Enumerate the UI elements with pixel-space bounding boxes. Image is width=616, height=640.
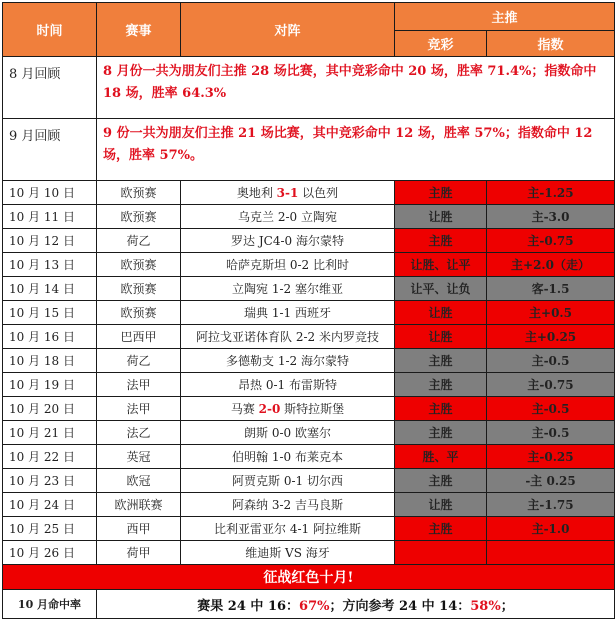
away-team: 切尔西 (303, 474, 343, 488)
away-team: 立陶宛 (297, 210, 337, 224)
jingcai-pick: 主胜 (395, 181, 487, 205)
match-date: 10 月 15 日 (3, 301, 97, 325)
match-date: 10 月 16 日 (3, 325, 97, 349)
match-date: 10 月 14 日 (3, 277, 97, 301)
away-team: 米内罗竞技 (315, 330, 379, 344)
summary-text-c: ； (500, 598, 514, 614)
match-teams (181, 325, 395, 349)
match-event: 欧预赛 (97, 277, 181, 301)
match-score: 0-2 (289, 258, 310, 272)
index-pick: 主+2.0（走） (487, 253, 615, 277)
index-pick: 主-0.5 (487, 397, 615, 421)
match-row (3, 493, 615, 517)
index-pick: 主-1.75 (487, 493, 615, 517)
match-score: 3-1 (276, 186, 299, 200)
match-row (3, 517, 615, 541)
summary-text-a: 赛果 24 中 16： (197, 598, 300, 614)
home-team: 哈萨克斯坦 (226, 258, 290, 272)
away-team: 海尔蒙特 (297, 354, 349, 368)
match-date: 10 月 25 日 (3, 517, 97, 541)
jingcai-pick: 让胜 (395, 493, 487, 517)
index-pick: 主+0.5 (487, 301, 615, 325)
match-event: 法乙 (97, 421, 181, 445)
match-teams (181, 445, 395, 469)
match-date: 10 月 12 日 (3, 229, 97, 253)
slogan-text: 征战红色十月! (3, 565, 615, 590)
home-team: 阿拉戈亚诺体育队 (196, 330, 296, 344)
match-score: 0-1 (283, 474, 304, 488)
match-teams (181, 469, 395, 493)
match-date: 10 月 10 日 (3, 181, 97, 205)
match-row (3, 397, 615, 421)
review-text: 8 月份一共为朋友们主推 28 场比赛，其中竞彩命中 20 场，胜率 71.4%；指数命中 18 场，胜率 64.3% (97, 57, 615, 119)
index-pick: 客-1.5 (487, 277, 615, 301)
match-score: 4-1 (289, 522, 310, 536)
match-date: 10 月 24 日 (3, 493, 97, 517)
match-row (3, 445, 615, 469)
home-team: 马赛 (230, 402, 259, 416)
match-event: 西甲 (97, 517, 181, 541)
match-date: 10 月 26 日 (3, 541, 97, 565)
match-teams (181, 229, 395, 253)
match-row (3, 205, 615, 229)
match-date: 10 月 23 日 (3, 469, 97, 493)
match-teams (181, 277, 395, 301)
index-pick: 主+0.25 (487, 325, 615, 349)
header-main-pick: 主推 (395, 3, 615, 31)
match-event: 荷甲 (97, 541, 181, 565)
match-score: 2-0 (258, 402, 281, 416)
away-team: 海尔蒙特 (292, 234, 344, 248)
home-team: 立陶宛 (232, 282, 272, 296)
match-teams (181, 253, 395, 277)
match-score: 1-2 (271, 282, 292, 296)
review-label: 9 月回顾 (3, 119, 97, 181)
home-team: 伯明翰 (232, 450, 272, 464)
away-team: 阿拉维斯 (309, 522, 361, 536)
match-event: 欧预赛 (97, 301, 181, 325)
jingcai-pick: 让胜 (395, 325, 487, 349)
header-jingcai: 竞彩 (395, 31, 487, 57)
match-score: 3-2 (271, 498, 292, 512)
match-date: 10 月 20 日 (3, 397, 97, 421)
match-score: 4-0 (272, 234, 293, 248)
away-team: 布雷斯特 (285, 378, 337, 392)
home-team: 比利亚雷亚尔 (214, 522, 290, 536)
match-row (3, 229, 615, 253)
match-event: 荷乙 (97, 229, 181, 253)
header-index: 指数 (487, 31, 615, 57)
match-row (3, 301, 615, 325)
review-row (3, 57, 615, 119)
match-teams (181, 181, 395, 205)
jingcai-pick: 让胜 (395, 301, 487, 325)
home-team: 阿贾克斯 (232, 474, 284, 488)
jingcai-pick: 主胜 (395, 469, 487, 493)
home-team: 瑞典 (244, 306, 272, 320)
home-team: 乌克兰 (238, 210, 278, 224)
slogan-row (3, 565, 615, 590)
match-event: 荷乙 (97, 349, 181, 373)
match-row (3, 253, 615, 277)
match-teams (181, 349, 395, 373)
summary-text-b: ；方向参考 24 中 14： (329, 598, 471, 614)
home-team: 维迪斯 (245, 546, 286, 560)
match-date: 10 月 18 日 (3, 349, 97, 373)
match-row (3, 325, 615, 349)
away-team: 欧塞尔 (291, 426, 331, 440)
match-score: VS (285, 546, 302, 560)
jingcai-pick: 主胜 (395, 421, 487, 445)
match-date: 10 月 13 日 (3, 253, 97, 277)
summary-row (3, 590, 615, 619)
review-text: 9 份一共为朋友们主推 21 场比赛，其中竞彩命中 12 场，胜率 57%；指数命中 12 场，胜率 57%。 (97, 119, 615, 181)
match-event: 法甲 (97, 373, 181, 397)
summary-pct-b: 58% (470, 598, 501, 614)
away-team: 比利时 (309, 258, 349, 272)
jingcai-pick: 主胜 (395, 229, 487, 253)
jingcai-pick: 让平、让负 (395, 277, 487, 301)
index-pick: 主-1.0 (487, 517, 615, 541)
index-pick: 主-0.25 (487, 445, 615, 469)
index-pick: 主-3.0 (487, 205, 615, 229)
record-table (2, 2, 615, 619)
away-team: 塞尔维亚 (291, 282, 343, 296)
match-score: 0-0 (271, 426, 292, 440)
away-team: 海牙 (301, 546, 330, 560)
match-row (3, 349, 615, 373)
match-teams (181, 373, 395, 397)
home-team: 昂热 (238, 378, 266, 392)
summary-label: 10 月命中率 (3, 590, 97, 619)
index-pick: -主 0.25 (487, 469, 615, 493)
match-event: 欧冠 (97, 469, 181, 493)
header-match: 对阵 (181, 3, 395, 57)
away-team: 布莱克本 (291, 450, 343, 464)
match-teams (181, 205, 395, 229)
match-event: 巴西甲 (97, 325, 181, 349)
match-teams (181, 301, 395, 325)
index-pick: 主-0.5 (487, 349, 615, 373)
jingcai-pick: 主胜 (395, 517, 487, 541)
match-date: 10 月 11 日 (3, 205, 97, 229)
match-date: 10 月 21 日 (3, 421, 97, 445)
review-row (3, 119, 615, 181)
match-score: 1-1 (271, 306, 292, 320)
match-score: 0-1 (265, 378, 286, 392)
match-row (3, 541, 615, 565)
match-score: 1-2 (277, 354, 298, 368)
match-event: 欧预赛 (97, 181, 181, 205)
away-team: 以色列 (298, 186, 339, 200)
index-pick: 主-0.5 (487, 421, 615, 445)
match-event: 英冠 (97, 445, 181, 469)
match-date: 10 月 19 日 (3, 373, 97, 397)
home-team: 奥地利 (236, 186, 277, 200)
match-date: 10 月 22 日 (3, 445, 97, 469)
match-row (3, 421, 615, 445)
index-pick: 主-1.25 (487, 181, 615, 205)
summary-text (97, 590, 615, 619)
match-event: 欧预赛 (97, 205, 181, 229)
match-event: 欧洲联赛 (97, 493, 181, 517)
match-teams (181, 397, 395, 421)
away-team: 西班牙 (291, 306, 331, 320)
jingcai-pick (395, 541, 487, 565)
match-event: 欧预赛 (97, 253, 181, 277)
match-teams (181, 493, 395, 517)
match-teams (181, 517, 395, 541)
match-teams (181, 541, 395, 565)
home-team: 罗达 JC (231, 234, 273, 248)
away-team: 吉马良斯 (291, 498, 343, 512)
away-team: 斯特拉斯堡 (280, 402, 345, 416)
jingcai-pick: 让胜、让平 (395, 253, 487, 277)
review-label: 8 月回顾 (3, 57, 97, 119)
match-row (3, 181, 615, 205)
match-event: 法甲 (97, 397, 181, 421)
jingcai-pick: 主胜 (395, 397, 487, 421)
match-row (3, 469, 615, 493)
home-team: 阿森纳 (232, 498, 272, 512)
index-pick: 主-0.75 (487, 373, 615, 397)
index-pick: 主-0.75 (487, 229, 615, 253)
home-team: 多德勒支 (226, 354, 278, 368)
jingcai-pick: 让胜 (395, 205, 487, 229)
jingcai-pick: 胜、平 (395, 445, 487, 469)
match-row (3, 277, 615, 301)
match-score: 1-0 (271, 450, 292, 464)
header-time: 时间 (3, 3, 97, 57)
header-event: 赛事 (97, 3, 181, 57)
index-pick (487, 541, 615, 565)
match-score: 2-2 (295, 330, 316, 344)
home-team: 朗斯 (244, 426, 272, 440)
match-score: 2-0 (277, 210, 298, 224)
match-teams (181, 421, 395, 445)
jingcai-pick: 主胜 (395, 349, 487, 373)
jingcai-pick: 主胜 (395, 373, 487, 397)
summary-pct-a: 67% (299, 598, 330, 614)
match-row (3, 373, 615, 397)
